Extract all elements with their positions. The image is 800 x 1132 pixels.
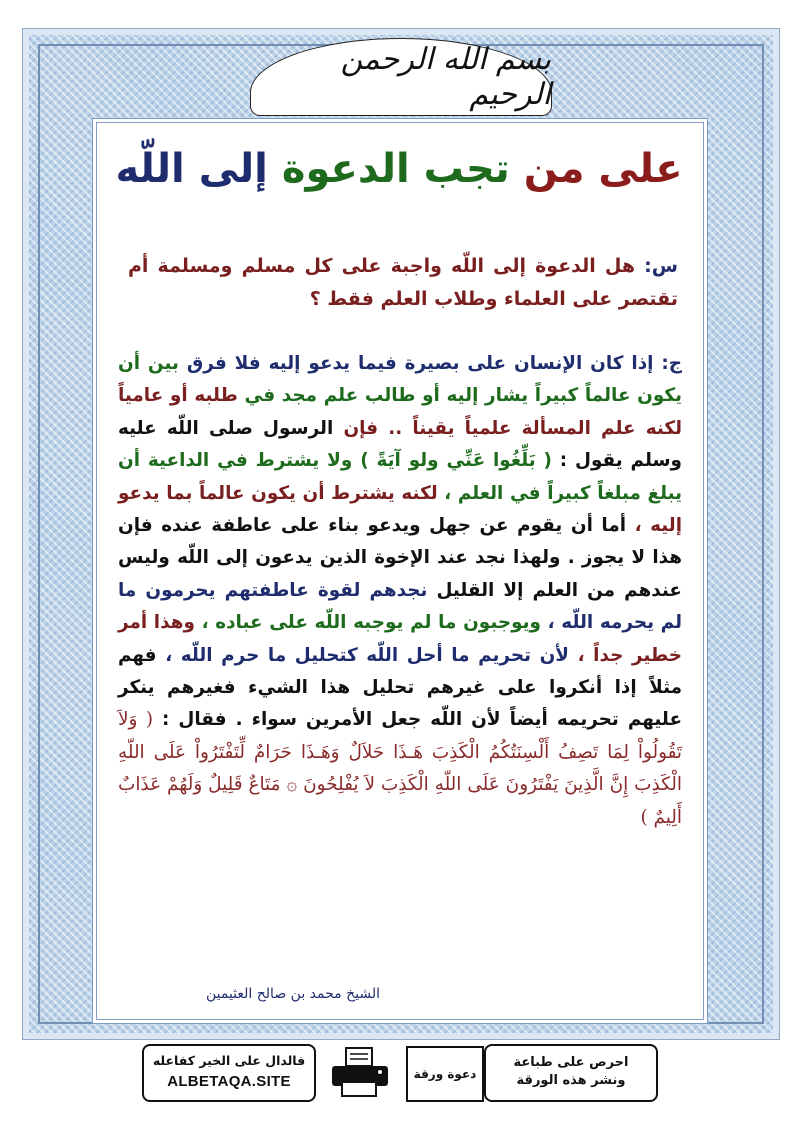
footer-print-box <box>484 1044 658 1102</box>
title-part-3: إلى اللّه <box>115 146 268 192</box>
question-text: هل الدعوة إلى اللّه واجبة على كل مسلم ومسلمة أم تقتصر على العلماء وطلاب العلم فقط ؟ <box>128 255 678 310</box>
basmala-text: بسم الله الرحمن الرحيم <box>340 42 551 112</box>
answer-s8: ولهذا نجد عند الإخوة الذين يدعون إلى اللّه وليس عندهم من العلم إلا القليل <box>118 547 682 601</box>
hadith-quote: ( بَلِّغُوا عَنِّي ولو آيَةً ) <box>360 450 552 472</box>
footer <box>142 1044 658 1102</box>
answer-s4: الرسول صلى اللّه عليه وسلم يقول : <box>118 417 682 472</box>
answer-s12: لأن تحريم ما أحل اللّه كتحليل ما حرم اللّه ، <box>165 644 578 666</box>
answer-s13: فهم مثلاً إذا أنكروا على غيرهم تحليل هذا الشيء فغيرهم ينكر عليهم تحريمه أيضاً لأن اللّه جعل الأمرين سواء . فقال : <box>118 644 683 731</box>
question-block <box>128 250 678 316</box>
answer-s10: ويوجبون ما لم يوجبه اللّه على عباده ، <box>201 612 548 634</box>
answer-s6: لكنه يشترط أن يكون عالماً بما يدعو إليه ، <box>118 482 683 537</box>
site-link[interactable]: ALBETAQA.SITE <box>167 1073 291 1090</box>
basmala-plate <box>250 38 552 116</box>
answer-s5: ولا يشترط في الداعية أن يبلغ مبلغاً كبيراً في العلم ، <box>118 450 682 504</box>
answer-s2: بين أن يكون عالماً كبيراً يشار إليه أو طالب علم مجد في <box>118 353 682 407</box>
dawa-logo <box>406 1046 484 1102</box>
answer-s3: طلبه أو عامياً لكنه علم المسألة علمياً يقيناً .. فإن <box>118 385 682 439</box>
answer-s7: أما أن يقوم عن جهل ويدعو بناء على عاطفة عنده فإن هذا لا يجوز . <box>118 515 682 569</box>
footer-proverb: فالدال على الخير كفاعله <box>152 1053 306 1068</box>
printer-icon <box>328 1046 392 1104</box>
logo-text: دعوة ورقة <box>413 1066 477 1081</box>
footer-print-line-2: ونشر هذه الورقة <box>516 1073 626 1088</box>
title-part-1: على من <box>509 146 683 192</box>
answer-s9: نجدهم لقوة عاطفتهم يحرمون ما لم يحرمه اللّه ، <box>118 579 682 634</box>
answer-s11: وهذا أمر خطير جداً ، <box>118 612 683 666</box>
title-part-2: تجب الدعوة <box>267 146 510 192</box>
answer-s1: ج: إذا كان الإنسان على بصيرة فيما يدعو إليه فلا فرق <box>186 353 682 374</box>
question-prefix: س: <box>635 255 678 277</box>
page-title <box>96 146 702 192</box>
quran-verse: ( وَلاَ تَقُولُواْ لِمَا تَصِفُ أَلْسِنَتُكُمُ الْكَذِبَ هَـذَا حَلاَلٌ وَهَـذَا حَرَامٌ لِّتَفْتَرُواْ عَلَى اللّهِ الْكَذِبَ إِنَّ الَّذِينَ يَفْتَرُونَ عَلَى اللّهِ الْكَذِبَ لاَ يُفْلِحُونَ ۞ مَتَاعٌ قَلِيلٌ وَلَهُمْ عَذَابٌ أَلِيمٌ ) <box>118 709 682 828</box>
footer-site-box <box>142 1044 316 1102</box>
author-attribution: الشيخ محمد بن صالح العثيمين <box>205 986 380 1002</box>
answer-block <box>118 348 682 834</box>
footer-print-line-1: احرص على طباعة <box>513 1055 629 1070</box>
